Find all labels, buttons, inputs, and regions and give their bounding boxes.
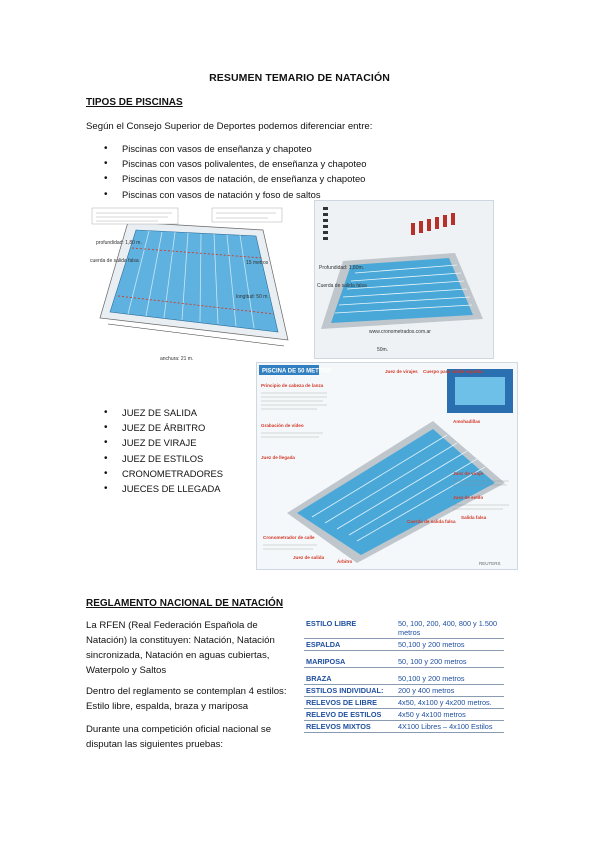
fig3-callout-10: Juez de salida — [293, 555, 325, 560]
list-item: • Piscinas con vasos de natación y foso de saltos — [104, 187, 366, 202]
list-item: • CRONOMETRADORES — [104, 466, 223, 481]
rfen-paragraph: La RFEN (Real Federación Española de Natación) la constituyen: Natación, Natación sincronizada, Natación en aguas cubiertas, Waterpolo y Saltos — [86, 620, 275, 676]
table-row: ESTILOS INDIVIDUAL: 200 y 400 metros — [304, 685, 504, 697]
list-item: • Piscinas con vasos de enseñanza y chapoteo — [104, 141, 366, 156]
fig1-label-length: longitud: 50 m. — [236, 294, 269, 300]
fig2-label-50m: 50m. — [377, 347, 389, 353]
section-heading-tipos: TIPOS DE PISCINAS — [86, 97, 183, 108]
fig1-label-depth: profundidad: 1,80 m. — [96, 240, 142, 246]
fig3-callout-11: Árbitro — [337, 559, 353, 564]
table-row: RELEVOS DE LIBRE 4x50, 4x100 y 4x200 metros. — [304, 697, 504, 709]
events-table — [304, 618, 504, 733]
fig3-callout-8: Salida falsa — [461, 515, 487, 520]
fig3-credit: REUTERS — [479, 561, 501, 566]
fig1-label-false-start: cuerda de salida falsa — [90, 258, 139, 264]
pool-diagram-1 — [88, 200, 294, 370]
fig3-callout-2: Cuerpo para salida espalda — [423, 369, 483, 374]
fig3-callout-7: Cuerda de salida falsa — [407, 519, 456, 524]
list-item: • JUECES DE LLEGADA — [104, 481, 223, 496]
list-item: • Piscinas con vasos polivalentes, de enseñanza y chapoteo — [104, 156, 366, 171]
table-row: BRAZA 50,100 y 200 metros — [304, 668, 504, 685]
list-item: • Piscinas con vasos de natación, de enseñanza y chapoteo — [104, 171, 366, 186]
fig3-header: PISCINA DE 50 METROS — [262, 368, 332, 375]
table-row: ESTILO LIBRE 50, 100, 200, 400, 800 y 1.500 metros — [304, 618, 504, 639]
fig3-callout-12: Amohadillas — [453, 419, 481, 424]
officials-infographic — [256, 362, 518, 570]
judges-list — [104, 405, 223, 496]
fig3-callout-1: Juez de virajes — [385, 369, 418, 374]
fig3-callout-0: Principio de cabeza de lanza — [261, 383, 324, 388]
page-title: RESUMEN TEMARIO DE NATACIÓN — [209, 72, 390, 84]
list-item: • JUEZ DE ESTILOS — [104, 451, 223, 466]
pool-diagram-3 — [257, 363, 517, 569]
list-item: • JUEZ DE SALIDA — [104, 405, 223, 420]
pool-3d-figure — [314, 200, 494, 359]
fig3-callout-4: Juez de llegada — [261, 455, 295, 460]
pool-dimensions-figure — [88, 200, 294, 370]
table-row: RELEVOS MIXTOS 4X100 Libres – 4x100 Estilos — [304, 721, 504, 733]
fig1-label-width: anchura: 21 m. — [160, 356, 194, 362]
fig2-url: www.cronometrados.com.ar — [369, 329, 431, 335]
intro-text: Según el Consejo Superior de Deportes podemos diferenciar entre: — [86, 121, 373, 132]
competition-paragraph: Durante una competición oficial nacional se disputan las siguientes pruebas: — [86, 724, 272, 750]
section-heading-reglamento: REGLAMENTO NACIONAL DE NATACIÓN — [86, 598, 284, 609]
table-row: MARIPOSA 50, 100 y 200 metros — [304, 651, 504, 668]
table-row: ESPALDA 50,100 y 200 metros — [304, 639, 504, 651]
fig2-label-depth: Profundidad: 1,80m. — [319, 265, 365, 271]
table-row: RELEVO DE ESTILOS 4x50 y 4x100 metros — [304, 709, 504, 721]
list-item: • JUEZ DE ÁRBITRO — [104, 420, 223, 435]
fig3-callout-3: Grabación de vídeo — [261, 423, 304, 428]
fig1-label-15m: 15 metros — [246, 260, 269, 266]
fig3-callout-5: Juez de viraje — [453, 471, 484, 476]
fig3-callout-6: Juez de estilo — [453, 495, 484, 500]
fig2-label-false-start: Cuerda de salida falsa — [317, 283, 367, 289]
list-item: • JUEZ DE VIRAJE — [104, 435, 223, 450]
pool-types-list — [104, 141, 366, 202]
pool-diagram-2 — [315, 201, 493, 358]
fig3-callout-9: Cronometrador de calle — [263, 535, 315, 540]
styles-paragraph: Dentro del reglamento se contemplan 4 estilos: Estilo libre, espalda, braza y mariposa — [86, 686, 287, 712]
